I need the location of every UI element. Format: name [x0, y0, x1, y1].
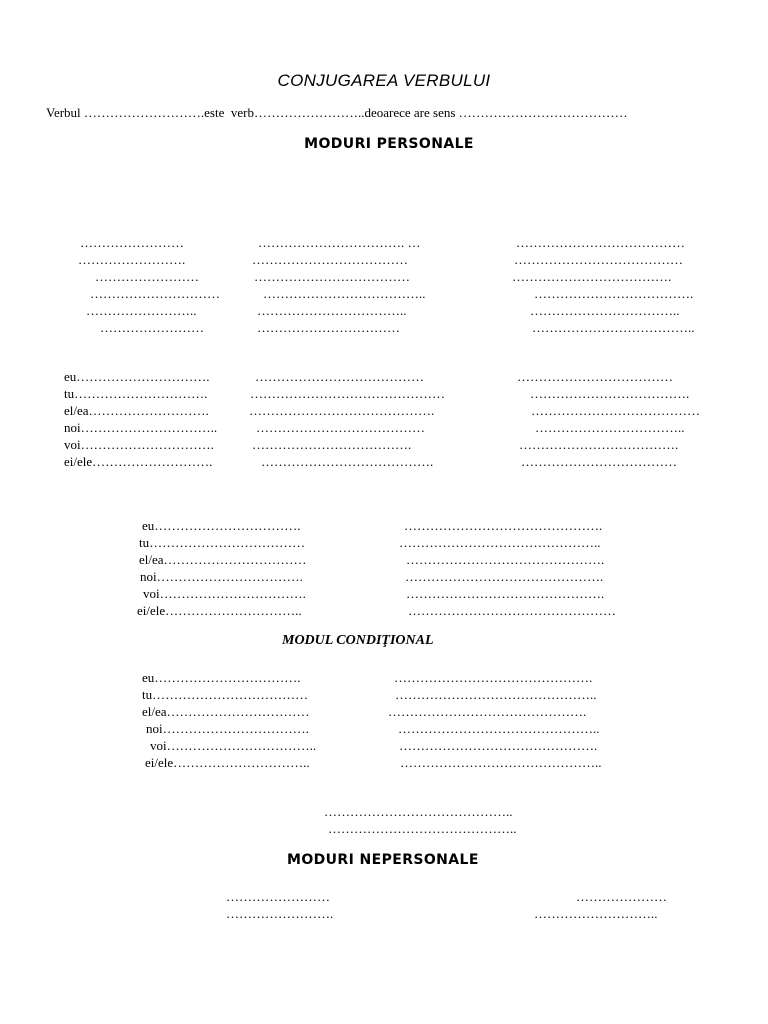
blank-line: ………………………………………..	[400, 755, 602, 770]
blank-line: ………………………………………..	[399, 535, 601, 550]
blank-line: ……………………………………….	[399, 738, 598, 753]
blank-line: ………………………………	[521, 454, 677, 469]
blank-line: …………………………………………	[408, 603, 616, 618]
blank-line: ………………………………	[517, 369, 673, 384]
blank-line: ……………………………………….	[388, 704, 587, 719]
blank-line: ……………………	[95, 269, 199, 284]
blank-line: ……………………………..	[257, 303, 407, 318]
heading-modul-conditional: MODUL CONDIŢIONAL	[282, 633, 434, 648]
blank-line: ……………………………………….	[406, 552, 605, 567]
blank-line: ……………………………….	[534, 286, 694, 301]
blank-line: ……………………………………..	[324, 804, 513, 819]
blank-line: ………………………………..	[532, 320, 695, 335]
blank-line: ……………………………….	[252, 437, 412, 452]
person-tu: tu………………………………	[139, 535, 306, 550]
page-title: CONJUGAREA VERBULUI	[277, 71, 491, 90]
blank-line: ……………………………..	[535, 420, 685, 435]
heading-moduri-nepersonale: MODURI NEPERSONALE	[287, 852, 479, 868]
person-noi: noi…………………………….	[146, 721, 309, 736]
blank-line: …………………………………	[516, 235, 685, 250]
blank-line: …………………………………	[256, 420, 425, 435]
blank-line: ……………………………….	[519, 437, 679, 452]
person-voi: voi…………………………….	[143, 586, 306, 601]
person-noi: noi…………………………….	[140, 569, 303, 584]
person-ei-ele: ei/ele……………………….	[64, 454, 213, 469]
person-tu: tu………………………………	[142, 687, 309, 702]
blank-line: …………………………	[90, 286, 220, 301]
person-el-ea: el/ea……………………….	[64, 403, 209, 418]
blank-line: ……………………………	[257, 320, 400, 335]
blank-line: ………………………………	[252, 252, 408, 267]
blank-line: ……………………………………….	[394, 670, 593, 685]
blank-line: ………………………………………..	[398, 721, 600, 736]
person-ei-ele: ei/ele…………………………..	[137, 603, 302, 618]
person-el-ea: el/ea……………………………	[142, 704, 310, 719]
person-eu: eu…………………………….	[142, 670, 301, 685]
person-voi: voi……………………………..	[150, 738, 317, 753]
blank-line: ………………………………	[254, 269, 410, 284]
blank-line: ………………………………….	[261, 454, 434, 469]
blank-line: ……………………………………….	[406, 586, 605, 601]
person-noi: noi…………………………..	[64, 420, 218, 435]
blank-line: ……………………………….	[512, 269, 672, 284]
blank-line: ……………………………..	[530, 303, 680, 318]
person-voi: voi………………………….	[64, 437, 214, 452]
blank-line: …………………	[576, 889, 667, 904]
blank-line: …………………………………	[531, 403, 700, 418]
blank-line: ……………………	[226, 889, 330, 904]
blank-line: …………………….	[226, 906, 334, 921]
blank-line: ………………………..	[534, 906, 658, 921]
blank-line: ………………………………………	[250, 386, 445, 401]
blank-line: ……………………..	[86, 303, 197, 318]
blank-line: …………………………………….	[249, 403, 435, 418]
blank-line: ………………………………………..	[395, 687, 597, 702]
blank-line: ……………………………………..	[328, 821, 517, 836]
person-tu: tu………………………….	[64, 386, 208, 401]
person-eu: eu…………………………….	[142, 518, 301, 533]
intro-line: Verbul ……………………….este verb……………………..deoarece are sens …………………………………	[46, 105, 628, 120]
person-ei-ele: ei/ele…………………………..	[145, 755, 310, 770]
blank-line: …………………………………	[255, 369, 424, 384]
blank-line: ……………………………………….	[405, 569, 604, 584]
person-eu: eu………………………….	[64, 369, 210, 384]
blank-line: …………………….	[78, 252, 186, 267]
blank-line: ……………………	[80, 235, 184, 250]
blank-line: ………………………………..	[263, 286, 426, 301]
heading-moduri-personale: MODURI PERSONALE	[304, 136, 474, 152]
blank-line: ……………………………….	[530, 386, 690, 401]
blank-line: ……………………………. …	[258, 235, 421, 250]
blank-line: …………………………………	[514, 252, 683, 267]
person-el-ea: el/ea……………………………	[139, 552, 307, 567]
blank-line: ……………………	[100, 320, 204, 335]
blank-line: ……………………………………….	[404, 518, 603, 533]
